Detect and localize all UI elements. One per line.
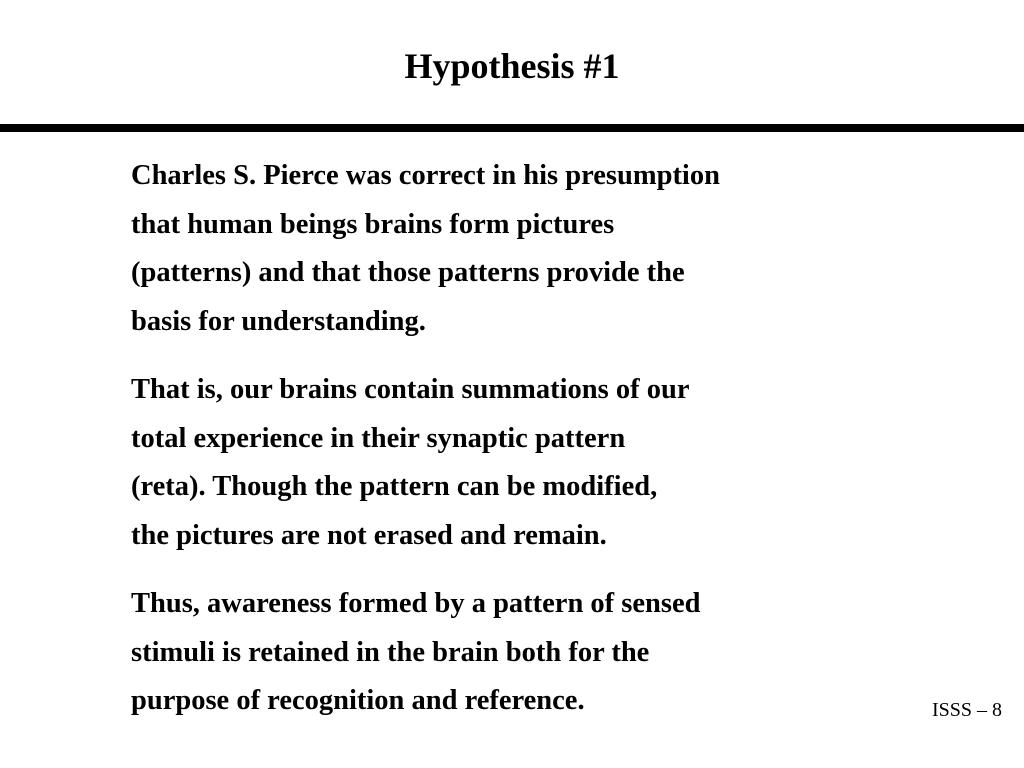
paragraph-3 <box>131 580 871 726</box>
paragraph-line: Charles S. Pierce was correct in his presumption <box>131 160 720 191</box>
slide-footer-page-number: ISSS – 8 <box>931 699 1002 721</box>
paragraph-line: that human beings brains form pictures <box>131 208 615 240</box>
paragraph-line: stimuli is retained in the brain both for the <box>131 636 650 668</box>
paragraph-1 <box>131 152 871 346</box>
paragraph-line: That is, our brains contain summations of our <box>131 374 690 405</box>
paragraph-line: purpose of recognition and reference. <box>131 685 585 716</box>
paragraph-line: (reta). Though the pattern can be modified, <box>131 471 658 502</box>
paragraph-line: total experience in their synaptic pattern <box>131 422 626 454</box>
paragraph-line: basis for understanding. <box>131 305 426 337</box>
paragraph-line: Thus, awareness formed by a pattern of sensed <box>131 588 701 619</box>
title-divider <box>0 124 1024 132</box>
slide-title: Hypothesis #1 <box>404 46 620 86</box>
paragraph-line: (patterns) and that those patterns provide the <box>131 257 685 288</box>
slide-body <box>131 152 871 746</box>
paragraph-2 <box>131 366 871 560</box>
paragraph-line: the pictures are not erased and remain. <box>131 519 607 551</box>
